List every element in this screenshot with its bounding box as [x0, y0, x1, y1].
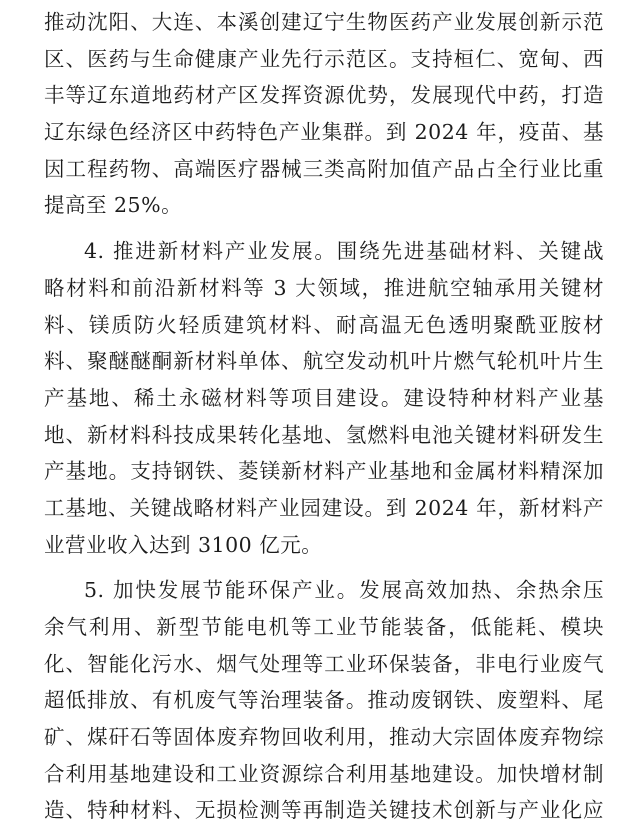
text-line: 化、智能化污水、烟气处理等工业环保装备，非电行业废气 [44, 651, 604, 676]
text-line: 丰等辽东道地药材产区发挥资源优势，发展现代中药，打造 [44, 83, 604, 108]
text-line: 产基地、稀土永磁材料等项目建设。建设特种材料产业基 [44, 385, 604, 410]
text-line: 合利用基地建设和工业资源综合利用基地建设。加快增材制 [44, 761, 604, 786]
text-line: 地、新材料科技成果转化基地、氢燃料电池关键材料研发生 [44, 422, 604, 447]
paragraph-energy-saving [44, 572, 604, 829]
paragraph-biomedicine [44, 4, 604, 224]
document-body [44, 4, 604, 829]
text-line: 料、镁质防火轻质建筑材料、耐高温无色透明聚酰亚胺材 [44, 312, 604, 337]
text-line: 因工程药物、高端医疗器械三类高附加值产品占全行业比重 [44, 156, 604, 181]
paragraph-spacer [44, 563, 604, 572]
text-line: 料、聚醚醚酮新材料单体、航空发动机叶片燃气轮机叶片生 [44, 349, 604, 374]
text-line: 提高至 25%。 [44, 193, 183, 218]
text-line: 余气利用、新型节能电机等工业节能装备，低能耗、模块 [44, 615, 604, 639]
text-line: 造、特种材料、无损检测等再制造关键技术创新与产业化应 [44, 798, 604, 823]
paragraph-new-materials [44, 233, 604, 563]
text-line: 辽东绿色经济区中药特色产业集群。到 2024 年，疫苗、基 [44, 120, 604, 145]
text-line: 工基地、关键战略材料产业园建设。到 2024 年，新材料产 [44, 495, 604, 520]
paragraph-spacer [44, 224, 604, 233]
text-line: 略材料和前沿新材料等 3 大领域，推进航空轴承用关键材 [44, 275, 604, 300]
text-line: 推动沈阳、大连、本溪创建辽宁生物医药产业发展创新示范 [44, 10, 604, 34]
text-line: 矿、煤矸石等固体废弃物回收利用，推动大宗固体废弃物综 [44, 725, 604, 750]
text-line: 业营业收入达到 3100 亿元。 [44, 532, 323, 557]
section-heading-line: 5. 加快发展节能环保产业。发展高效加热、余热余压 [84, 578, 604, 603]
text-line: 区、医药与生命健康产业先行示范区。支持桓仁、宽甸、西 [44, 46, 604, 71]
section-heading-line: 4. 推进新材料产业发展。围绕先进基础材料、关键战 [84, 239, 604, 264]
text-line: 超低排放、有机废气等治理装备。推动废钢铁、废塑料、尾 [44, 688, 604, 713]
text-line: 产基地。支持钢铁、菱镁新材料产业基地和金属材料精深加 [44, 459, 604, 484]
